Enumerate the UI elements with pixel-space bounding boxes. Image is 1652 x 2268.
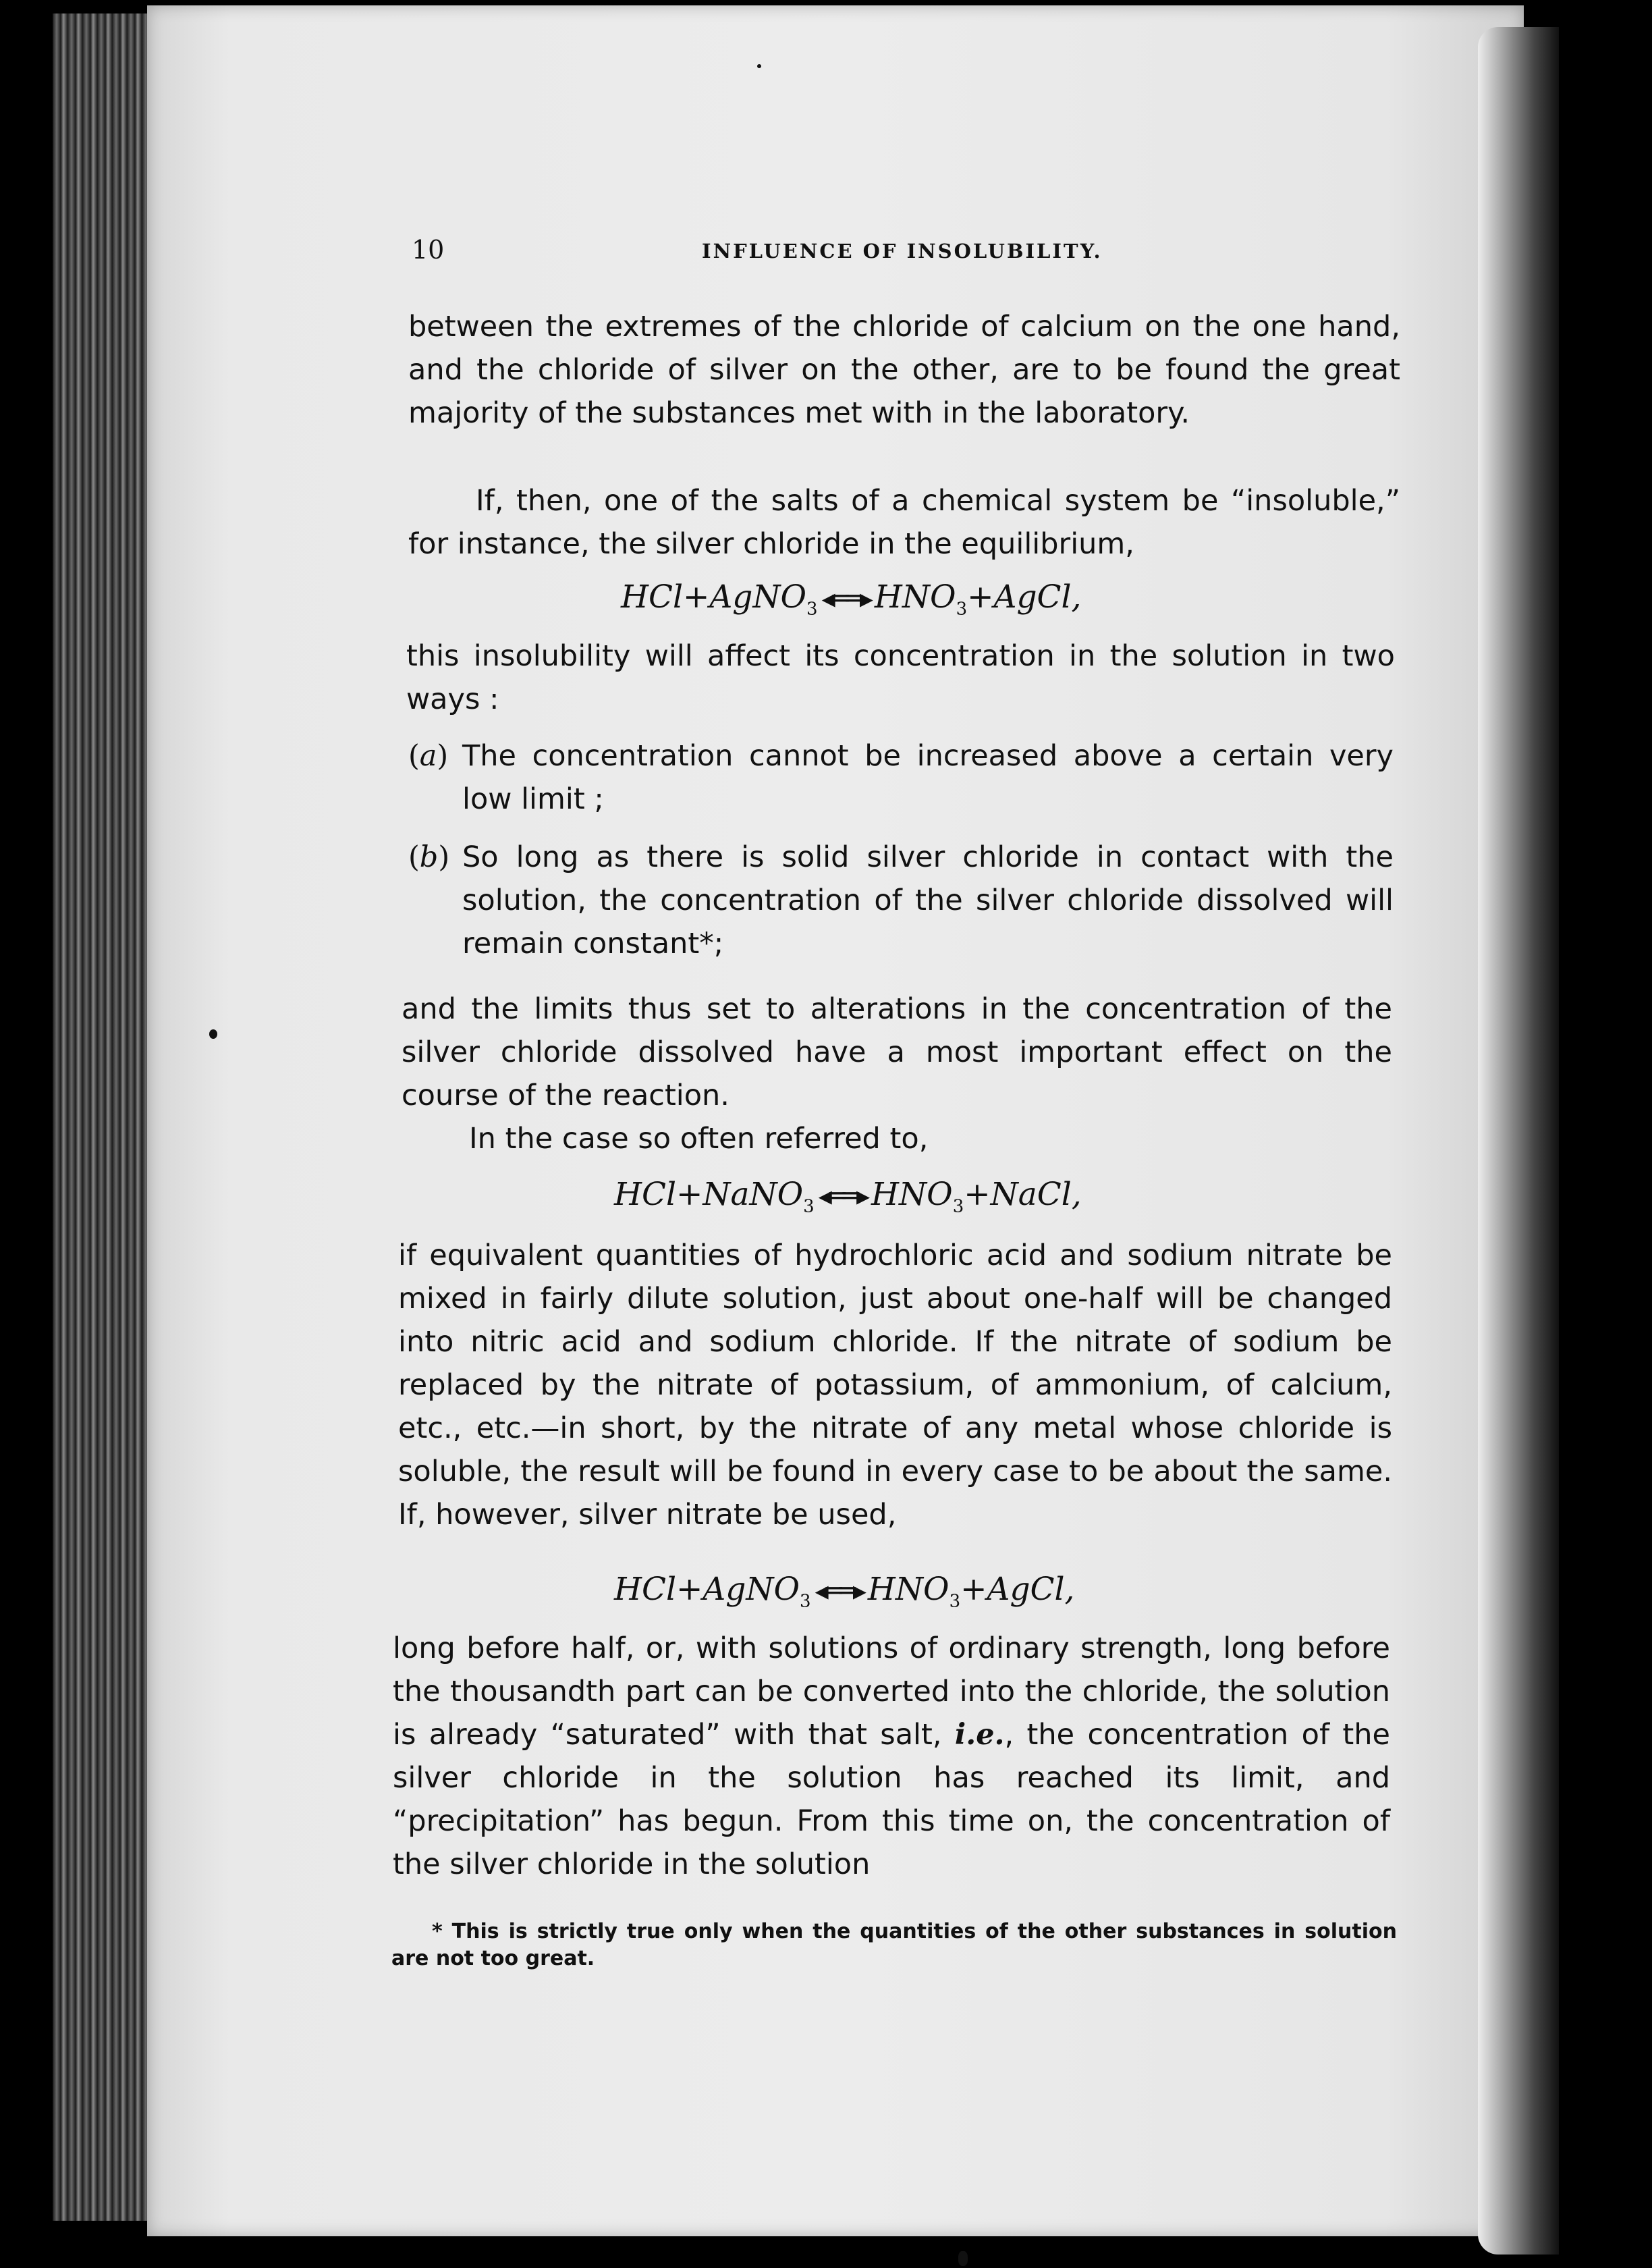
eq1-lhs: HCl+AgNO [621,578,807,616]
eq3-lhs: HCl+AgNO [614,1571,800,1608]
ink-speck [757,64,761,68]
equilibrium-arrow: ◂══▸ [821,583,871,614]
equation-silver-nitrate-2 [614,1569,1074,1621]
page-number: 10 [412,235,445,265]
p7-ie: i.e. [954,1718,1005,1752]
eq1-rhs: HNO [874,578,956,616]
paragraph-continuation: between the extremes of the chloride of calcium on the one hand, and the chloride of silver on the other, are to be found the great majority of the substances met with in the laboratory. [408,310,1400,430]
paragraph-equivalent-quantities: if equivalent quantities of hydrochloric acid and sodium nitrate be mixed in fairly dilute solution, just about one-half will be changed into nitric acid and sodium chloride. If the nitrate of sodium be replaced by the nitrate of potassium, of ammonium, of calcium, etc., etc.—in short, by the nitrate of any metal whose chloride is soluble, the result will be found in every case to be about the same. If, however, silver nitrate be used, [398,1239,1392,1532]
eq3-rhs-tail: +AgCl, [960,1571,1075,1608]
eq2-rhs: HNO [871,1176,953,1213]
eq1-rhs-tail: +AgCl, [967,578,1082,616]
equation-sodium-nitrate [614,1174,1082,1226]
eq3-rhs: HNO [867,1571,949,1608]
equilibrium-arrow: ◂══▸ [815,1575,864,1606]
eq2-rhs-subscript: 3 [952,1196,964,1217]
paragraph-if-then: If, then, one of the salts of a chemical system be “insoluble,” for instance, the silver chloride in the equilibrium, [408,484,1400,561]
list-item-a-text: The concentration cannot be increased above a certain very low limit ; [462,739,1394,816]
running-head-title: INFLUENCE OF INSOLUBILITY. [702,240,1103,263]
list-item-b-text: So long as there is solid silver chloride in contact with the solution, the concentration of the silver chloride dissolved will remain constant*; [462,840,1394,961]
eq1-lhs-subscript: 3 [806,599,818,620]
p7-text-after: , the concentration of the silver chloride in the solution has reached its limit, and “precipitation” has begun. From this time on, the concentration of the silver chloride in the solution [393,1718,1391,1881]
eq3-lhs-subscript: 3 [800,1591,811,1612]
equation-silver-nitrate-1 [621,577,1081,629]
list-item-a [408,734,1394,821]
page-stack-edge [53,14,154,2221]
ink-speck [958,2251,968,2266]
eq2-lhs-subscript: 3 [803,1196,815,1217]
eq2-lhs: HCl+NaNO [614,1176,804,1213]
eq1-rhs-subscript: 3 [956,599,968,620]
list-label-b: (b) [408,840,450,874]
eq2-rhs-tail: +NaCl, [964,1176,1082,1213]
binding-gutter [1478,27,1559,2254]
equilibrium-arrow: ◂══▸ [818,1181,868,1212]
ink-speck [209,1029,217,1039]
list-item-b [408,836,1394,965]
p7-text-before: long before half, or, with solutions of ordinary strength, long before the thousandth part can be converted into the chloride, the solution is already “saturated” with that salt, [393,1631,1390,1752]
list-label-a: (a) [408,739,449,773]
paragraph-limits: and the limits thus set to alterations in the concentration of the silver chloride dissolved have a most important effect on the course of the reaction. [402,992,1392,1112]
paragraph-insolubility: this insolubility will affect its concentration in the solution in two ways : [406,639,1395,716]
paragraph-long-before-half [393,1627,1390,1886]
paragraph-case-referred: In the case so often referred to, [469,1122,929,1156]
eq3-rhs-subscript: 3 [949,1591,961,1612]
footnote: * This is strictly true only when the quantities of the other substances in solution are not too great. [391,1920,1397,1970]
